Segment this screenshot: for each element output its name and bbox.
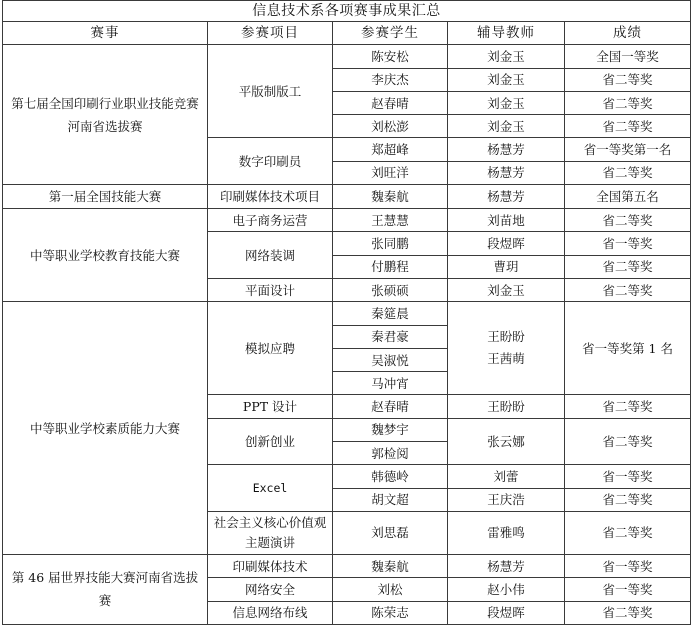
student-cell: 陈荣志	[333, 601, 448, 624]
student-cell: 付鹏程	[333, 255, 448, 278]
table-title: 信息技术系各项赛事成果汇总	[3, 1, 691, 22]
result-cell: 省二等奖	[565, 161, 691, 184]
event-cell: 第七届全国印刷行业职业技能竞赛河南省选拔赛	[3, 45, 208, 185]
teacher-cell: 雷雅鸣	[448, 511, 565, 554]
student-cell: 胡文超	[333, 488, 448, 511]
result-cell: 省二等奖	[565, 209, 691, 232]
teacher-name: 王盼盼	[487, 329, 525, 345]
table-row	[3, 185, 691, 209]
project-cell: PPT 设计	[208, 395, 333, 418]
student-cell: 秦筵晨	[333, 302, 448, 325]
table-row	[3, 554, 691, 577]
project-cell: 信息网络布线	[208, 601, 333, 624]
teacher-cell: 段煜晖	[448, 232, 565, 255]
student-cell: 刘松澎	[333, 115, 448, 138]
student-cell: 刘松	[333, 578, 448, 601]
results-document	[2, 0, 690, 625]
project-cell: 印刷媒体技术	[208, 554, 333, 577]
teacher-cell: 刘金玉	[448, 45, 565, 68]
student-cell: 秦君豪	[333, 325, 448, 348]
title-row	[3, 1, 691, 22]
result-cell: 省一等奖	[565, 232, 691, 255]
table-row	[3, 302, 691, 325]
student-cell: 李庆杰	[333, 68, 448, 91]
result-cell: 全国第五名	[565, 185, 691, 209]
result-cell: 省二等奖	[565, 418, 691, 465]
result-cell: 省二等奖	[565, 395, 691, 418]
teacher-cell: 刘金玉	[448, 68, 565, 91]
header-project: 参赛项目	[208, 22, 333, 45]
teacher-cell: 杨慧芳	[448, 138, 565, 161]
event-cell: 中等职业学校素质能力大赛	[3, 302, 208, 555]
project-cell: 网络安全	[208, 578, 333, 601]
project-cell: 电子商务运营	[208, 209, 333, 232]
teacher-cell: 刘金玉	[448, 91, 565, 114]
student-cell: 魏秦航	[333, 185, 448, 209]
teacher-cell: 曹玥	[448, 255, 565, 278]
student-cell: 张硕硕	[333, 278, 448, 301]
teacher-cell: 刘金玉	[448, 278, 565, 301]
result-cell: 省二等奖	[565, 255, 691, 278]
teacher-cell	[448, 302, 565, 395]
teacher-cell: 刘苗地	[448, 209, 565, 232]
teacher-cell: 刘蕾	[448, 465, 565, 488]
result-cell: 省二等奖	[565, 511, 691, 554]
student-cell: 陈安松	[333, 45, 448, 68]
student-cell: 韩德岭	[333, 465, 448, 488]
result-cell: 省二等奖	[565, 115, 691, 138]
teacher-cell: 杨慧芳	[448, 554, 565, 577]
project-cell: 创新创业	[208, 418, 333, 465]
project-cell: Excel	[208, 465, 333, 512]
student-cell: 郭检阅	[333, 442, 448, 465]
teacher-cell: 王盼盼	[448, 395, 565, 418]
results-table	[2, 0, 691, 625]
result-cell: 省二等奖	[565, 488, 691, 511]
teacher-name: 王茜萌	[487, 351, 525, 367]
teacher-cell: 赵小伟	[448, 578, 565, 601]
student-cell: 魏梦宇	[333, 418, 448, 441]
teacher-cell: 王庆浩	[448, 488, 565, 511]
student-cell: 郑超峰	[333, 138, 448, 161]
event-cell: 第 46 届世界技能大赛河南省选拔赛	[3, 554, 208, 624]
result-cell: 省二等奖	[565, 91, 691, 114]
teacher-cell: 杨慧芳	[448, 161, 565, 184]
student-cell: 刘旺洋	[333, 161, 448, 184]
project-cell: 印刷媒体技术项目	[208, 185, 333, 209]
result-cell: 全国一等奖	[565, 45, 691, 68]
student-cell: 魏秦航	[333, 554, 448, 577]
teacher-cell: 张云娜	[448, 418, 565, 465]
student-cell: 王慧慧	[333, 209, 448, 232]
student-cell: 马冲宵	[333, 372, 448, 395]
result-cell: 省一等奖	[565, 554, 691, 577]
table-row	[3, 209, 691, 232]
project-cell: 社会主义核心价值观主题演讲	[208, 511, 333, 554]
event-cell: 第一届全国技能大赛	[3, 185, 208, 209]
teacher-cell: 刘金玉	[448, 115, 565, 138]
header-teacher: 辅导教师	[448, 22, 565, 45]
student-cell: 刘思磊	[333, 511, 448, 554]
student-cell: 赵春晴	[333, 91, 448, 114]
header-student: 参赛学生	[333, 22, 448, 45]
header-event: 赛事	[3, 22, 208, 45]
result-cell: 省一等奖第一名	[565, 138, 691, 161]
result-cell: 省二等奖	[565, 278, 691, 301]
result-cell: 省一等奖	[565, 578, 691, 601]
student-cell: 吴淑悦	[333, 348, 448, 371]
teacher-cell: 段煜晖	[448, 601, 565, 624]
student-cell: 赵春晴	[333, 395, 448, 418]
result-cell: 省一等奖第 1 名	[565, 302, 691, 395]
project-cell: 模拟应聘	[208, 302, 333, 395]
result-cell: 省二等奖	[565, 601, 691, 624]
project-cell: 平版制版工	[208, 45, 333, 138]
student-cell: 张同鹏	[333, 232, 448, 255]
header-result: 成绩	[565, 22, 691, 45]
project-cell: 网络装调	[208, 232, 333, 279]
project-cell: 数字印刷员	[208, 138, 333, 185]
table-row	[3, 45, 691, 68]
result-cell: 省二等奖	[565, 68, 691, 91]
event-cell: 中等职业学校教育技能大赛	[3, 209, 208, 302]
result-cell: 省一等奖	[565, 465, 691, 488]
header-row	[3, 22, 691, 45]
project-cell: 平面设计	[208, 278, 333, 301]
teacher-cell: 杨慧芳	[448, 185, 565, 209]
